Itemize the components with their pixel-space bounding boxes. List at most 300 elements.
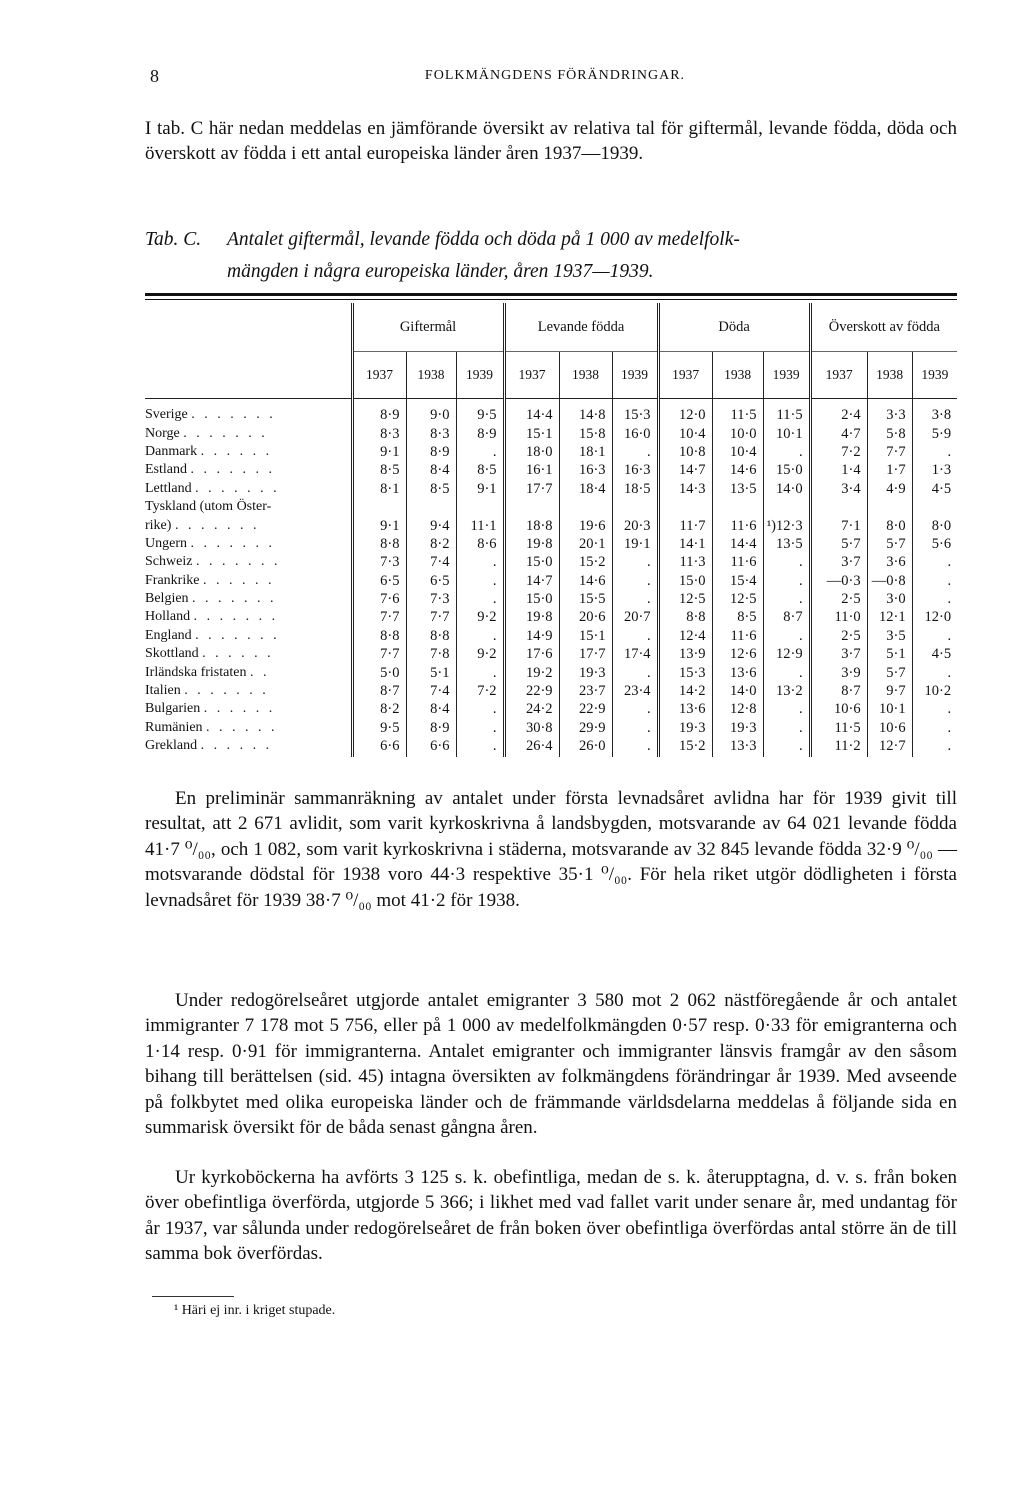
value-cell: 14·1 bbox=[658, 535, 712, 553]
country-label: Belgien bbox=[145, 591, 189, 607]
value-cell: —0·8 bbox=[867, 572, 912, 590]
caption-line-1: Antalet giftermål, levande födda och döda på 1 000 av medelfolk- bbox=[227, 229, 740, 250]
value-cell: . bbox=[912, 590, 957, 608]
value-cell: 11·3 bbox=[658, 553, 712, 571]
paragraph-migration bbox=[145, 988, 957, 1140]
leader-dots: . . . . . . . bbox=[195, 480, 280, 496]
value-cell: 4·7 bbox=[810, 424, 867, 442]
country-label: Bulgarien bbox=[145, 701, 201, 717]
value-cell: 15·1 bbox=[559, 627, 612, 645]
country-name bbox=[145, 443, 352, 461]
country-name bbox=[145, 572, 352, 590]
leader-dots: . . . . . . bbox=[202, 572, 275, 588]
country-name bbox=[145, 553, 352, 571]
group-header-giftermal: Giftermål bbox=[352, 303, 504, 352]
value-cell: . bbox=[456, 663, 504, 681]
value-cell bbox=[867, 498, 912, 516]
value-cell: 12·6 bbox=[712, 645, 763, 663]
table-row bbox=[145, 719, 957, 737]
year-header: 1938 bbox=[559, 352, 612, 399]
year-header: 1939 bbox=[763, 352, 810, 399]
value-cell: 8·4 bbox=[406, 461, 456, 479]
value-cell: . bbox=[612, 590, 658, 608]
value-cell: 2·5 bbox=[810, 590, 867, 608]
value-cell: 8·5 bbox=[456, 461, 504, 479]
value-cell: 17·7 bbox=[559, 645, 612, 663]
leader-dots: . . . . . . bbox=[202, 646, 274, 662]
leader-dots: . . . . . . . bbox=[195, 554, 281, 570]
country-label: Skottland bbox=[145, 646, 199, 662]
value-cell: 9·5 bbox=[456, 399, 504, 425]
table-label: Tab. C. bbox=[145, 229, 202, 250]
value-cell: 9·4 bbox=[406, 516, 456, 534]
value-cell: ¹)12·3 bbox=[763, 516, 810, 534]
value-cell: . bbox=[912, 572, 957, 590]
value-cell: 11·5 bbox=[712, 399, 763, 425]
country-name bbox=[145, 424, 352, 442]
value-cell: 7·4 bbox=[406, 553, 456, 571]
country-name bbox=[145, 682, 352, 700]
country-name bbox=[145, 645, 352, 663]
value-cell: 9·0 bbox=[406, 399, 456, 425]
value-cell: 13·6 bbox=[712, 663, 763, 681]
value-cell: 18·8 bbox=[504, 516, 559, 534]
value-cell: 4·5 bbox=[912, 480, 957, 498]
value-cell: 9·5 bbox=[352, 719, 406, 737]
paragraph-infant-mortality bbox=[145, 786, 957, 913]
country-name bbox=[145, 627, 352, 645]
value-cell: 16·3 bbox=[612, 461, 658, 479]
value-cell: 11·5 bbox=[763, 399, 810, 425]
leader-dots: . . . . . . bbox=[200, 443, 273, 459]
value-cell: 1·3 bbox=[912, 461, 957, 479]
value-cell: 6·6 bbox=[406, 737, 456, 757]
year-header: 1937 bbox=[658, 352, 712, 399]
value-cell: 4·9 bbox=[867, 480, 912, 498]
value-cell bbox=[406, 498, 456, 516]
country-label: Rumänien bbox=[145, 719, 203, 735]
value-cell: . bbox=[612, 700, 658, 718]
table-top-rule-thin bbox=[145, 299, 957, 300]
value-cell: . bbox=[612, 627, 658, 645]
value-cell: 12·5 bbox=[658, 590, 712, 608]
country-label: Irländska fristaten bbox=[145, 664, 247, 680]
value-cell: . bbox=[456, 553, 504, 571]
value-cell: 7·3 bbox=[406, 590, 456, 608]
leader-dots: . . . . . . . bbox=[191, 407, 276, 423]
value-cell: 8·6 bbox=[456, 535, 504, 553]
value-cell: 20·3 bbox=[612, 516, 658, 534]
value-cell: 10·1 bbox=[867, 700, 912, 718]
value-cell: . bbox=[763, 572, 810, 590]
value-cell: 1·7 bbox=[867, 461, 912, 479]
value-cell: 5·7 bbox=[867, 535, 912, 553]
table-row bbox=[145, 399, 957, 425]
value-cell: 8·9 bbox=[406, 443, 456, 461]
leader-dots: . . . . . . . bbox=[192, 591, 277, 607]
leader-dots: . . . . . . . bbox=[190, 462, 275, 478]
value-cell: 11·6 bbox=[712, 627, 763, 645]
value-cell: 3·0 bbox=[867, 590, 912, 608]
country-name bbox=[145, 608, 352, 626]
value-cell: 29·9 bbox=[559, 719, 612, 737]
page-number: 8 bbox=[150, 66, 159, 86]
value-cell: 10·6 bbox=[867, 719, 912, 737]
value-cell: 6·5 bbox=[352, 572, 406, 590]
value-cell: . bbox=[912, 719, 957, 737]
running-title: FOLKMÄNGDENS FÖRÄNDRINGAR. bbox=[424, 68, 686, 83]
value-cell: 22·9 bbox=[559, 700, 612, 718]
group-header-row bbox=[145, 303, 957, 352]
table-body bbox=[145, 399, 957, 758]
value-cell: 10·2 bbox=[912, 682, 957, 700]
value-cell: 13·9 bbox=[658, 645, 712, 663]
value-cell: 19·3 bbox=[658, 719, 712, 737]
value-cell: 15·4 bbox=[712, 572, 763, 590]
value-cell: 16·3 bbox=[559, 461, 612, 479]
value-cell: 20·6 bbox=[559, 608, 612, 626]
value-cell: 7·7 bbox=[352, 608, 406, 626]
value-cell: 8·9 bbox=[456, 424, 504, 442]
value-cell: . bbox=[763, 443, 810, 461]
value-cell: 19·8 bbox=[504, 608, 559, 626]
leader-dots: . . . . . . . bbox=[183, 425, 268, 441]
value-cell: . bbox=[912, 443, 957, 461]
leader-dots: . . . . . . . bbox=[195, 627, 280, 643]
country-name bbox=[145, 737, 352, 757]
value-cell: 5·1 bbox=[406, 663, 456, 681]
value-cell: 12·9 bbox=[763, 645, 810, 663]
value-cell: 14·0 bbox=[712, 682, 763, 700]
leader-dots: . . . . . . . bbox=[190, 535, 275, 551]
table-row bbox=[145, 608, 957, 626]
caption-line-2: mängden i några europeiska länder, åren 1937—1939. bbox=[227, 261, 654, 282]
stub-header bbox=[145, 303, 352, 399]
table-row bbox=[145, 424, 957, 442]
value-cell: 20·1 bbox=[559, 535, 612, 553]
value-cell: . bbox=[456, 719, 504, 737]
value-cell: 8·1 bbox=[352, 480, 406, 498]
value-cell: 11·1 bbox=[456, 516, 504, 534]
value-cell: 5·1 bbox=[867, 645, 912, 663]
value-cell: 10·1 bbox=[763, 424, 810, 442]
value-cell: 8·5 bbox=[352, 461, 406, 479]
value-cell: 16·1 bbox=[504, 461, 559, 479]
country-name bbox=[145, 535, 352, 553]
table-row bbox=[145, 553, 957, 571]
value-cell: 8·5 bbox=[406, 480, 456, 498]
value-cell: 13·3 bbox=[712, 737, 763, 757]
value-cell: 17·4 bbox=[612, 645, 658, 663]
value-cell: 10·4 bbox=[712, 443, 763, 461]
value-cell: . bbox=[456, 627, 504, 645]
country-label: Sverige bbox=[145, 407, 188, 423]
country-label: Danmark bbox=[145, 443, 198, 459]
leader-dots: . . . . . . . bbox=[174, 517, 260, 533]
value-cell: 3·5 bbox=[867, 627, 912, 645]
value-cell: 8·9 bbox=[406, 719, 456, 737]
value-cell: 17·7 bbox=[504, 480, 559, 498]
value-cell: 12·5 bbox=[712, 590, 763, 608]
value-cell: 8·8 bbox=[352, 627, 406, 645]
value-cell: 2·5 bbox=[810, 627, 867, 645]
value-cell: 5·6 bbox=[912, 535, 957, 553]
value-cell: 15·0 bbox=[504, 590, 559, 608]
statistics-table bbox=[145, 303, 957, 757]
group-header-levande-fodda: Levande födda bbox=[504, 303, 658, 352]
intro-paragraph: I tab. C här nedan meddelas en jämförande översikt av relativa tal för giftermål, levande födda, döda och överskott av födda i ett antal europeiska länder åren 1937—1939. bbox=[145, 118, 957, 165]
value-cell: 3·7 bbox=[810, 645, 867, 663]
value-cell: 11·0 bbox=[810, 608, 867, 626]
value-cell: 10·4 bbox=[658, 424, 712, 442]
value-cell: 15·1 bbox=[504, 424, 559, 442]
table-row bbox=[145, 700, 957, 718]
value-cell: 3·4 bbox=[810, 480, 867, 498]
leader-dots: . . bbox=[249, 664, 270, 680]
value-cell: 14·3 bbox=[658, 480, 712, 498]
table-row bbox=[145, 627, 957, 645]
country-label: Estland bbox=[145, 462, 187, 478]
year-header: 1939 bbox=[456, 352, 504, 399]
country-name bbox=[145, 700, 352, 718]
country-name bbox=[145, 399, 352, 425]
value-cell: . bbox=[456, 590, 504, 608]
value-cell: 15·0 bbox=[504, 553, 559, 571]
value-cell: . bbox=[456, 443, 504, 461]
value-cell: 15·0 bbox=[658, 572, 712, 590]
value-cell: . bbox=[763, 700, 810, 718]
value-cell: 15·2 bbox=[658, 737, 712, 757]
value-cell: . bbox=[763, 590, 810, 608]
table-row bbox=[145, 663, 957, 681]
value-cell: 11·6 bbox=[712, 516, 763, 534]
value-cell: . bbox=[612, 719, 658, 737]
running-head bbox=[150, 66, 960, 90]
value-cell: 30·8 bbox=[504, 719, 559, 737]
value-cell: . bbox=[456, 572, 504, 590]
value-cell bbox=[456, 498, 504, 516]
value-cell: 20·7 bbox=[612, 608, 658, 626]
value-cell: 3·6 bbox=[867, 553, 912, 571]
table-caption bbox=[145, 224, 957, 288]
value-cell: 8·0 bbox=[912, 516, 957, 534]
leader-dots: . . . . . . . bbox=[193, 609, 279, 625]
year-header: 1939 bbox=[912, 352, 957, 399]
value-cell: 7·7 bbox=[352, 645, 406, 663]
value-cell: 4·5 bbox=[912, 645, 957, 663]
value-cell: 13·2 bbox=[763, 682, 810, 700]
value-cell: 7·7 bbox=[406, 608, 456, 626]
country-label: Holland bbox=[145, 609, 191, 625]
value-cell: 7·2 bbox=[810, 443, 867, 461]
leader-dots: . . . . . . bbox=[203, 701, 276, 717]
value-cell: 9·2 bbox=[456, 608, 504, 626]
table-row bbox=[145, 498, 957, 516]
value-cell: 23·7 bbox=[559, 682, 612, 700]
value-cell: . bbox=[763, 737, 810, 757]
value-cell: 9·1 bbox=[456, 480, 504, 498]
year-header: 1937 bbox=[810, 352, 867, 399]
value-cell: 10·8 bbox=[658, 443, 712, 461]
group-header-doda: Döda bbox=[658, 303, 810, 352]
value-cell: 8·5 bbox=[712, 608, 763, 626]
value-cell: 8·8 bbox=[658, 608, 712, 626]
value-cell: 8·2 bbox=[406, 535, 456, 553]
value-cell: . bbox=[763, 663, 810, 681]
value-cell: 15·0 bbox=[763, 461, 810, 479]
value-cell bbox=[712, 498, 763, 516]
value-cell: 5·0 bbox=[352, 663, 406, 681]
value-cell: 12·0 bbox=[658, 399, 712, 425]
value-cell: . bbox=[912, 553, 957, 571]
paragraph-text: Ur kyrkoböckerna ha avförts 3 125 s. k. obefintliga, medan de s. k. återupptagna, d. v. s. från boken över obefintliga överförda, utgjorde 5 366; i likhet med vad fallet varit under senare år, med undantag för år 1937, var sålunda under redogörelseåret de från boken över obefintliga överfördas antal större än de till samma bok överfördas. bbox=[145, 1167, 957, 1265]
value-cell: 8·0 bbox=[867, 516, 912, 534]
value-cell: . bbox=[456, 737, 504, 757]
value-cell: 14·6 bbox=[559, 572, 612, 590]
value-cell: 14·4 bbox=[712, 535, 763, 553]
value-cell: 8·9 bbox=[352, 399, 406, 425]
value-cell bbox=[763, 498, 810, 516]
value-cell: 12·7 bbox=[867, 737, 912, 757]
table-top-rule bbox=[145, 293, 957, 296]
value-cell: . bbox=[612, 572, 658, 590]
value-cell: 12·0 bbox=[912, 608, 957, 626]
year-header: 1938 bbox=[406, 352, 456, 399]
value-cell: 8·7 bbox=[763, 608, 810, 626]
value-cell bbox=[612, 498, 658, 516]
country-label: Schweiz bbox=[145, 554, 193, 570]
value-cell: —0·3 bbox=[810, 572, 867, 590]
paragraph-text: Under redogörelseåret utgjorde antalet emigranter 3 580 mot 2 062 nästföregående år och antalet immigranter 7 178 mot 5 756, eller på 1 000 av medelfolkmängden 0·57 resp. 0·33 för emigranterna och 1·14 resp. 0·91 för immigranterna. Antalet emigranter och immigranter länsvis framgår av den såsom bihang till berättelsen (sid. 45) intagna översikten av folkmängdens förändringar år 1939. Med avseende på folkbytet med olika europeiska länder och de främmande världsdelarna meddelas å följande sida en summarisk översikt för de båda senast gångna åren. bbox=[145, 990, 957, 1139]
value-cell: 8·8 bbox=[352, 535, 406, 553]
value-cell: 9·1 bbox=[352, 443, 406, 461]
value-cell: 15·3 bbox=[658, 663, 712, 681]
year-header: 1937 bbox=[352, 352, 406, 399]
value-cell: 6·5 bbox=[406, 572, 456, 590]
value-cell: 10·0 bbox=[712, 424, 763, 442]
value-cell bbox=[559, 498, 612, 516]
value-cell: . bbox=[456, 700, 504, 718]
value-cell: 13·6 bbox=[658, 700, 712, 718]
value-cell: 1·4 bbox=[810, 461, 867, 479]
year-header: 1938 bbox=[712, 352, 763, 399]
value-cell: 16·0 bbox=[612, 424, 658, 442]
value-cell: . bbox=[912, 700, 957, 718]
value-cell: 7·3 bbox=[352, 553, 406, 571]
value-cell: 2·4 bbox=[810, 399, 867, 425]
value-cell: 11·6 bbox=[712, 553, 763, 571]
value-cell: 8·3 bbox=[352, 424, 406, 442]
year-header: 1939 bbox=[612, 352, 658, 399]
table-row bbox=[145, 737, 957, 757]
value-cell: 19·2 bbox=[504, 663, 559, 681]
value-cell: 17·6 bbox=[504, 645, 559, 663]
value-cell: 5·8 bbox=[867, 424, 912, 442]
country-label: Italien bbox=[145, 683, 181, 699]
value-cell: 7·2 bbox=[456, 682, 504, 700]
value-cell: 9·2 bbox=[456, 645, 504, 663]
value-cell: 8·7 bbox=[810, 682, 867, 700]
value-cell: 14·9 bbox=[504, 627, 559, 645]
leader-dots: . . . . . . bbox=[206, 719, 278, 735]
table-row bbox=[145, 535, 957, 553]
value-cell: 14·4 bbox=[504, 399, 559, 425]
value-cell: 7·4 bbox=[406, 682, 456, 700]
country-label: Tyskland (utom Öster- bbox=[145, 499, 272, 515]
value-cell: 3·3 bbox=[867, 399, 912, 425]
value-cell: 18·5 bbox=[612, 480, 658, 498]
country-label: England bbox=[145, 627, 192, 643]
value-cell: 18·0 bbox=[504, 443, 559, 461]
value-cell bbox=[912, 498, 957, 516]
country-name bbox=[145, 719, 352, 737]
table-row bbox=[145, 461, 957, 479]
value-cell: 26·4 bbox=[504, 737, 559, 757]
country-label: Grekland bbox=[145, 738, 198, 754]
value-cell: 3·7 bbox=[810, 553, 867, 571]
value-cell: 8·8 bbox=[406, 627, 456, 645]
value-cell: 8·4 bbox=[406, 700, 456, 718]
value-cell: 5·7 bbox=[867, 663, 912, 681]
footnote-rule bbox=[152, 1296, 234, 1297]
value-cell: . bbox=[612, 737, 658, 757]
value-cell: 15·8 bbox=[559, 424, 612, 442]
country-label: Ungern bbox=[145, 535, 187, 551]
value-cell: 15·3 bbox=[612, 399, 658, 425]
value-cell: 14·2 bbox=[658, 682, 712, 700]
value-cell: . bbox=[612, 553, 658, 571]
value-cell: 24·2 bbox=[504, 700, 559, 718]
value-cell: 14·7 bbox=[658, 461, 712, 479]
table-row bbox=[145, 516, 957, 534]
value-cell: 26·0 bbox=[559, 737, 612, 757]
value-cell: 19·3 bbox=[559, 663, 612, 681]
value-cell bbox=[658, 498, 712, 516]
value-cell: 7·8 bbox=[406, 645, 456, 663]
value-cell: . bbox=[912, 737, 957, 757]
value-cell: 12·8 bbox=[712, 700, 763, 718]
value-cell: 15·5 bbox=[559, 590, 612, 608]
value-cell: 11·7 bbox=[658, 516, 712, 534]
value-cell: 23·4 bbox=[612, 682, 658, 700]
value-cell: 19·6 bbox=[559, 516, 612, 534]
value-cell: 14·8 bbox=[559, 399, 612, 425]
year-header: 1937 bbox=[504, 352, 559, 399]
value-cell: 19·1 bbox=[612, 535, 658, 553]
value-cell: 19·3 bbox=[712, 719, 763, 737]
table-row bbox=[145, 682, 957, 700]
value-cell: 12·1 bbox=[867, 608, 912, 626]
leader-dots: . . . . . . bbox=[200, 738, 273, 754]
country-name bbox=[145, 498, 352, 516]
value-cell: . bbox=[912, 627, 957, 645]
paragraph-obefintliga bbox=[145, 1165, 957, 1267]
value-cell: 9·1 bbox=[352, 516, 406, 534]
value-cell: 5·9 bbox=[912, 424, 957, 442]
country-label: Norge bbox=[145, 425, 180, 441]
country-name bbox=[145, 590, 352, 608]
group-header-overskott: Överskott av födda bbox=[810, 303, 957, 352]
leader-dots: . . . . . . . bbox=[184, 683, 269, 699]
value-cell: 14·0 bbox=[763, 480, 810, 498]
value-cell: . bbox=[763, 719, 810, 737]
table-row bbox=[145, 443, 957, 461]
value-cell: 15·2 bbox=[559, 553, 612, 571]
value-cell: 18·4 bbox=[559, 480, 612, 498]
value-cell: 5·7 bbox=[810, 535, 867, 553]
value-cell: 12·4 bbox=[658, 627, 712, 645]
value-cell: 13·5 bbox=[763, 535, 810, 553]
